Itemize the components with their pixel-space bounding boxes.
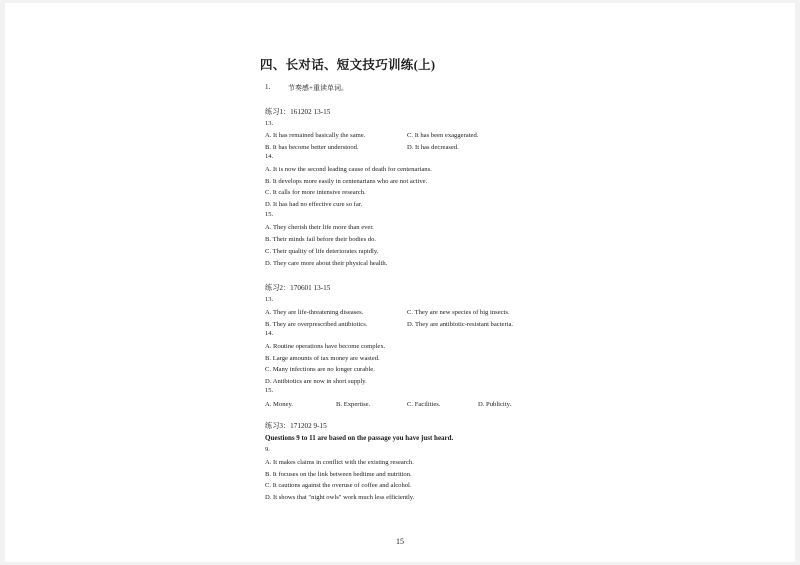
exercise-1-label: 练习1：161202 13-15 [265,108,331,116]
question-9-number: 9. [265,446,270,453]
document-page [5,3,795,562]
option-b: B. It has become better understood. [265,144,359,151]
option-c: C. It cautions against the overuse of coffee and alcohol. [265,482,412,489]
option-c: C. Facilities. [407,401,441,408]
option-a: A. They are life-threatening diseases. [265,309,364,316]
exercise-2-label: 练习2：170601 13-15 [265,284,331,292]
question-15-number: 15. [265,211,274,218]
option-a: A. It makes claims in conflict with the existing research. [265,459,414,466]
option-a: A. It is now the second leading cause of death for centenarians. [265,166,432,173]
option-c: C. Their quality of life deteriorates rapidly. [265,248,379,255]
exercise-3-label: 练习3：171202 9-15 [265,422,327,430]
question-15-number: 15. [265,387,274,394]
option-c: C. They are new species of big insects. [407,309,510,316]
option-c: C. Many infections are no longer curable. [265,366,375,373]
item-text: 节奏感+重读单词。 [288,84,348,92]
option-a: A. They cherish their life more than ever. [265,224,374,231]
option-b: B. Large amounts of tax money are wasted. [265,355,380,362]
option-b: B. It develops more easily in centenarians who are not active. [265,178,428,185]
option-a: A. Money. [265,401,293,408]
option-b: B. They are overprescribed antibiotics. [265,321,368,328]
option-d: D. It shows that "night owls" work much less efficiently. [265,494,415,501]
question-14-number: 14. [265,330,274,337]
option-a: A. Routine operations have become complex. [265,343,386,350]
option-d: D. It has had no effective cure so far. [265,201,363,208]
section-heading: 四、长对话、短文技巧训练(上) [260,58,436,72]
item-number: 1. [265,83,271,91]
option-d: D. They are antibiotic-resistant bacteria. [407,321,514,328]
option-d: D. Antibiotics are now in short supply. [265,378,367,385]
question-13-number: 13. [265,296,274,303]
question-13-number: 13. [265,120,274,127]
option-a: A. It has remained basically the same. [265,132,366,139]
option-d: D. They care more about their physical health. [265,260,388,267]
option-c: C. It has been exaggerated. [407,132,479,139]
option-b: B. Their minds fail before their bodies do. [265,236,377,243]
option-b: B. It focuses on the link between bedtime and nutrition. [265,471,412,478]
option-d: D. Publicity. [478,401,512,408]
page-number: 15 [396,537,404,546]
question-14-number: 14. [265,153,274,160]
option-c: C. It calls for more intensive research. [265,189,366,196]
option-d: D. It has decreased. [407,144,459,151]
option-b: B. Expertise. [336,401,371,408]
instruction-text: Questions 9 to 11 are based on the passage you have just heard. [265,434,454,442]
